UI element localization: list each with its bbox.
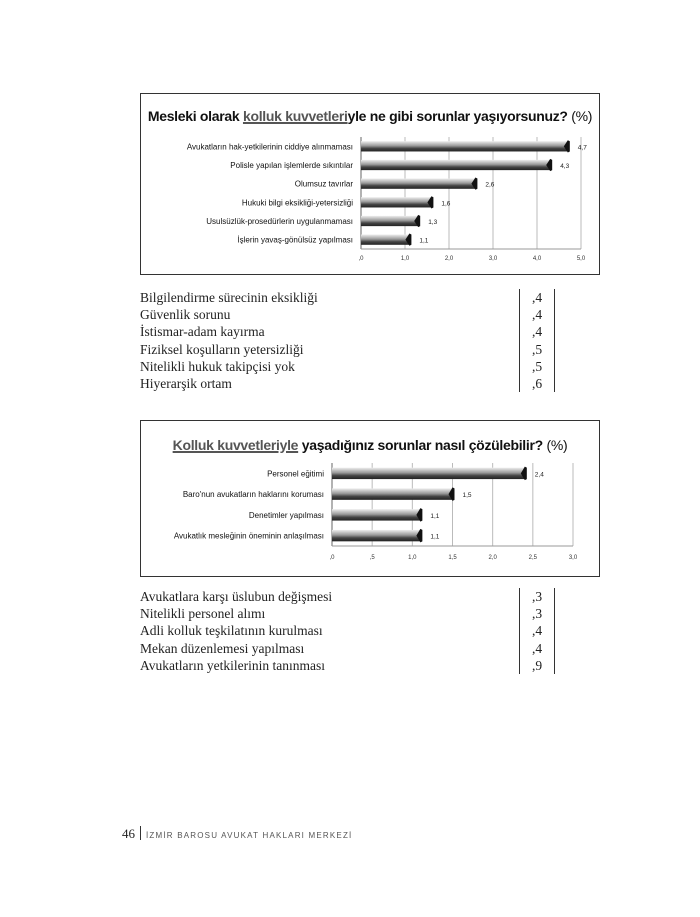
data-label: 1,6 <box>441 200 451 208</box>
row-label: Nitelikli personel alımı <box>140 606 266 622</box>
row-label: Hiyerarşik ortam <box>140 375 232 391</box>
data-label: 2,4 <box>534 471 544 479</box>
category-label: Personel eğitimi <box>267 469 324 479</box>
tick-label: ,0 <box>358 256 364 262</box>
row-label: Adli kolluk teşkilatının kurulması <box>140 623 323 639</box>
row-label: Nitelikli hukuk takipçisi yok <box>140 358 295 374</box>
data-label: 2,6 <box>485 181 495 189</box>
chart-title: Kolluk kuvvetleriyle yaşadığınız sorunlar nasıl çözülebilir? (%) <box>172 437 568 453</box>
table-row <box>140 640 560 657</box>
table-row <box>140 622 560 639</box>
category-label: Olumsuz tavırlar <box>294 179 353 189</box>
tick-label: 5,0 <box>576 256 586 262</box>
row-value: ,5 <box>532 341 543 357</box>
category-label: Baro'nun avukatların haklarını koruması <box>182 490 324 500</box>
table-row <box>140 358 560 375</box>
table-row <box>140 341 560 358</box>
table-row <box>140 289 560 306</box>
tick-label: 4,0 <box>532 256 542 262</box>
chart-solutions <box>140 420 600 577</box>
data-label: 4,3 <box>560 163 570 170</box>
chart-legal-problems <box>140 93 600 275</box>
bar <box>361 235 409 245</box>
category-label: Avukatlık mesleğinin öneminin anlaşılması <box>173 531 324 541</box>
category-label: Polisle yapılan işlemlerde sıkıntılar <box>230 161 353 170</box>
row-label: Bilgilendirme sürecinin eksikliği <box>140 290 318 305</box>
category-label: İşlerin yavaş-gönülsüz yapılması <box>237 235 353 245</box>
bar <box>332 488 453 499</box>
row-label: Avukatların yetkilerinin tanınması <box>140 657 325 673</box>
data-label: 4,7 <box>577 144 587 152</box>
tick-label: 3,0 <box>568 555 578 561</box>
table-row <box>140 323 560 340</box>
table-row <box>140 657 560 674</box>
bar <box>361 216 418 226</box>
table-row <box>140 375 560 392</box>
row-value: ,3 <box>532 589 543 604</box>
row-value: ,4 <box>532 324 543 340</box>
chart-title: Mesleki olarak kolluk kuvvetleriyle ne gibi sorunlar yaşıyorsunuz? (%) <box>147 108 593 124</box>
data-label: 1,1 <box>419 237 429 245</box>
row-value: ,4 <box>532 640 543 656</box>
bar <box>361 179 475 189</box>
row-value: ,4 <box>532 307 543 323</box>
category-label: Usulsüzlük-prosedürlerin uygulanmaması <box>206 217 353 226</box>
table-2 <box>140 588 560 674</box>
tick-label: 1,0 <box>408 555 417 561</box>
bar <box>361 197 431 207</box>
chart-svg <box>141 421 599 576</box>
tick-label: 2,0 <box>444 256 454 262</box>
bar <box>332 468 525 479</box>
page-footer <box>122 826 352 842</box>
data-label: 1,3 <box>428 219 438 226</box>
row-label: Güvenlik sorunu <box>140 307 231 323</box>
table-1 <box>140 289 560 392</box>
data-label: 1,5 <box>462 492 472 500</box>
row-label: Mekan düzenlemesi yapılması <box>140 640 305 656</box>
footer-divider <box>140 826 141 840</box>
data-label: 1,1 <box>430 512 440 520</box>
row-value: ,5 <box>532 358 543 374</box>
tick-label: 1,0 <box>400 256 410 262</box>
category-label: Avukatların hak-yetkilerinin ciddiye alınmaması <box>186 142 353 152</box>
row-value: ,9 <box>532 657 543 673</box>
table-row <box>140 306 560 323</box>
row-value: ,4 <box>532 623 543 639</box>
page-number: 46 <box>122 826 135 841</box>
category-label: Hukuki bilgi eksikliği-yetersizliği <box>241 198 353 208</box>
row-value: ,4 <box>532 290 543 305</box>
row-label: İstismar-adam kayırma <box>140 324 265 340</box>
tick-label: 2,5 <box>528 555 538 561</box>
bar <box>332 530 420 541</box>
row-label: Fiziksel koşulların yetersizliği <box>140 341 304 357</box>
row-value: ,3 <box>532 606 543 622</box>
row-value: ,6 <box>532 375 543 391</box>
bar <box>361 160 550 170</box>
tick-label: 3,0 <box>488 256 498 262</box>
tick-label: 1,5 <box>448 555 457 561</box>
footer-org: İZMİR BAROSU AVUKAT HAKLARI MERKEZİ <box>146 831 353 840</box>
tick-label: 2,0 <box>488 555 497 561</box>
table-row <box>140 605 560 622</box>
row-label: Avukatlara karşı üslubun değişmesi <box>140 589 333 604</box>
tick-label: ,5 <box>369 555 375 561</box>
data-label: 1,1 <box>430 533 440 541</box>
tick-label: ,0 <box>329 555 335 561</box>
bar <box>361 141 568 151</box>
table-row <box>140 588 560 605</box>
chart-svg <box>141 94 599 274</box>
category-label: Denetimler yapılması <box>248 510 324 520</box>
bar <box>332 509 420 520</box>
